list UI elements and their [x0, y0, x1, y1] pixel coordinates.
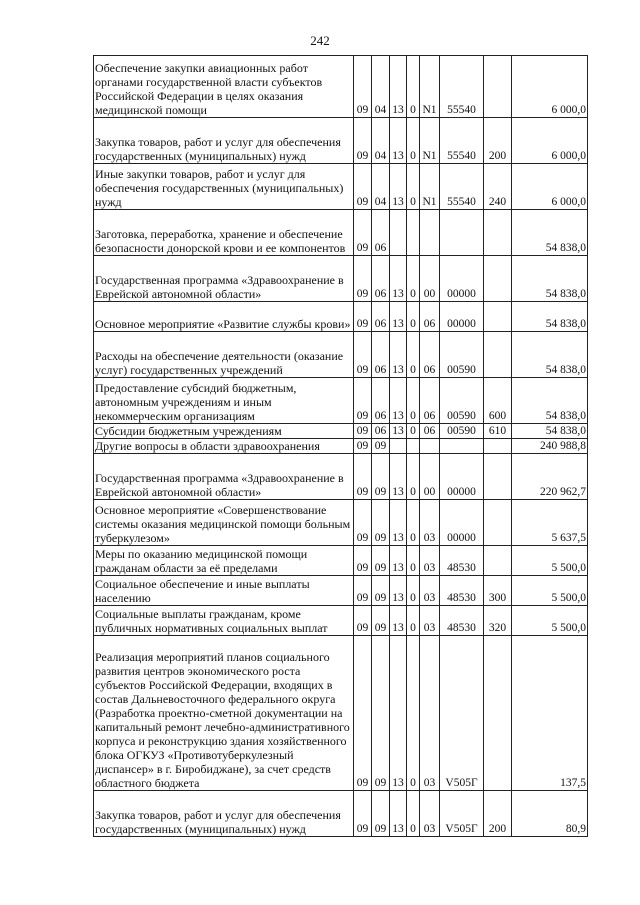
row-expense-type [484, 256, 512, 302]
row-podrazdel: 09 [372, 546, 390, 576]
row-subprogram: 0 [407, 606, 420, 636]
row-direction: 00000 [440, 454, 484, 500]
row-amount: 54 838,0 [512, 302, 588, 332]
row-program: 13 [390, 791, 407, 837]
row-name: Заготовка, переработка, хранение и обеспечение безопасности донорской крови и ее компонентов [94, 210, 354, 256]
table-row [94, 210, 588, 256]
row-event: 03 [420, 546, 440, 576]
table-row [94, 56, 588, 118]
row-event: N1 [420, 164, 440, 210]
row-podrazdel: 09 [372, 454, 390, 500]
row-razdel: 09 [354, 636, 372, 791]
table-row [94, 424, 588, 439]
row-direction: 00590 [440, 332, 484, 378]
row-name: Основное мероприятие «Развитие службы крови» [94, 302, 354, 332]
row-amount: 5 500,0 [512, 606, 588, 636]
row-name: Расходы на обеспечение деятельности (оказание услуг) государственных учреждений [94, 332, 354, 378]
row-subprogram: 0 [407, 378, 420, 424]
row-podrazdel: 04 [372, 56, 390, 118]
row-razdel: 09 [354, 302, 372, 332]
row-direction: 00590 [440, 424, 484, 439]
row-podrazdel: 06 [372, 378, 390, 424]
row-amount: 220 962,7 [512, 454, 588, 500]
row-name: Государственная программа «Здравоохранение в Еврейской автономной области» [94, 256, 354, 302]
row-direction: V505Г [440, 636, 484, 791]
row-direction: 48530 [440, 606, 484, 636]
row-podrazdel: 04 [372, 164, 390, 210]
row-event [420, 439, 440, 454]
row-event: N1 [420, 118, 440, 164]
row-direction: 00590 [440, 378, 484, 424]
row-subprogram [407, 439, 420, 454]
row-razdel: 09 [354, 454, 372, 500]
row-program: 13 [390, 454, 407, 500]
row-subprogram: 0 [407, 332, 420, 378]
row-event: 03 [420, 606, 440, 636]
row-direction [440, 439, 484, 454]
row-amount: 6 000,0 [512, 118, 588, 164]
row-direction: 00000 [440, 256, 484, 302]
row-expense-type [484, 302, 512, 332]
row-program [390, 439, 407, 454]
row-amount: 5 500,0 [512, 576, 588, 606]
row-event: 06 [420, 424, 440, 439]
row-podrazdel: 09 [372, 606, 390, 636]
row-subprogram: 0 [407, 164, 420, 210]
table-row [94, 500, 588, 546]
row-name: Основное мероприятие «Совершенствование системы оказания медицинской помощи больным туберкулезом» [94, 500, 354, 546]
row-razdel: 09 [354, 118, 372, 164]
row-event: 03 [420, 791, 440, 837]
row-razdel: 09 [354, 210, 372, 256]
row-event: 06 [420, 332, 440, 378]
row-expense-type: 610 [484, 424, 512, 439]
row-expense-type [484, 454, 512, 500]
row-program: 13 [390, 332, 407, 378]
row-razdel: 09 [354, 164, 372, 210]
table-row [94, 256, 588, 302]
row-amount: 54 838,0 [512, 378, 588, 424]
row-podrazdel: 06 [372, 302, 390, 332]
row-event: 06 [420, 378, 440, 424]
row-subprogram: 0 [407, 56, 420, 118]
row-direction: V505Г [440, 791, 484, 837]
row-direction: 55540 [440, 56, 484, 118]
row-name: Меры по оказанию медицинской помощи гражданам области за её пределами [94, 546, 354, 576]
row-razdel: 09 [354, 378, 372, 424]
table-row [94, 606, 588, 636]
row-subprogram: 0 [407, 454, 420, 500]
row-expense-type: 320 [484, 606, 512, 636]
row-razdel: 09 [354, 332, 372, 378]
row-razdel: 09 [354, 576, 372, 606]
row-razdel: 09 [354, 791, 372, 837]
row-name: Иные закупки товаров, работ и услуг для обеспечения государственных (муниципальных) нужд [94, 164, 354, 210]
row-subprogram: 0 [407, 791, 420, 837]
row-program: 13 [390, 576, 407, 606]
row-amount: 5 637,5 [512, 500, 588, 546]
row-expense-type [484, 500, 512, 546]
row-name: Обеспечение закупки авиационных работ органами государственной власти субъектов Российской Федерации в целях оказания медицинской помощи [94, 56, 354, 118]
row-amount: 6 000,0 [512, 56, 588, 118]
row-podrazdel: 04 [372, 118, 390, 164]
row-podrazdel: 09 [372, 576, 390, 606]
row-program: 13 [390, 302, 407, 332]
row-program: 13 [390, 424, 407, 439]
row-expense-type: 240 [484, 164, 512, 210]
row-expense-type [484, 546, 512, 576]
row-event: 03 [420, 500, 440, 546]
row-event: 06 [420, 302, 440, 332]
row-expense-type [484, 636, 512, 791]
row-amount: 137,5 [512, 636, 588, 791]
row-name: Субсидии бюджетным учреждениям [94, 424, 354, 439]
row-amount: 54 838,0 [512, 424, 588, 439]
row-razdel: 09 [354, 546, 372, 576]
row-razdel: 09 [354, 439, 372, 454]
row-razdel: 09 [354, 256, 372, 302]
row-event: 03 [420, 576, 440, 606]
row-direction: 48530 [440, 576, 484, 606]
row-amount: 54 838,0 [512, 210, 588, 256]
row-podrazdel: 06 [372, 332, 390, 378]
row-razdel: 09 [354, 56, 372, 118]
row-name: Реализация мероприятий планов социального развития центров экономического роста субъектов Российской Федерации, входящих в состав Дальневосточного федерального округа (Разработка проектно-сметной документации на капитальный ремонт лечебно-административного корпуса и реконструкцию здания хозяйственного блока ОГКУЗ «Противотуберкулезный диспансер» в г. Биробиджане), за счет средств областного бюджета [94, 636, 354, 791]
row-podrazdel: 09 [372, 636, 390, 791]
row-subprogram: 0 [407, 636, 420, 791]
row-name: Социальное обеспечение и иные выплаты населению [94, 576, 354, 606]
row-podrazdel: 06 [372, 424, 390, 439]
row-razdel: 09 [354, 606, 372, 636]
row-podrazdel: 09 [372, 500, 390, 546]
row-expense-type [484, 210, 512, 256]
row-expense-type [484, 332, 512, 378]
row-amount: 54 838,0 [512, 256, 588, 302]
row-subprogram: 0 [407, 424, 420, 439]
row-event: 00 [420, 454, 440, 500]
row-program: 13 [390, 378, 407, 424]
row-direction [440, 210, 484, 256]
row-program: 13 [390, 500, 407, 546]
row-direction: 00000 [440, 302, 484, 332]
row-amount: 80,9 [512, 791, 588, 837]
row-amount: 6 000,0 [512, 164, 588, 210]
row-event: N1 [420, 56, 440, 118]
table-row [94, 332, 588, 378]
row-program: 13 [390, 606, 407, 636]
row-expense-type: 300 [484, 576, 512, 606]
row-amount: 54 838,0 [512, 332, 588, 378]
row-podrazdel: 09 [372, 439, 390, 454]
row-amount: 5 500,0 [512, 546, 588, 576]
table-row [94, 576, 588, 606]
row-name: Социальные выплаты гражданам, кроме публичных нормативных социальных выплат [94, 606, 354, 636]
table-row [94, 454, 588, 500]
table-row [94, 546, 588, 576]
table-row [94, 118, 588, 164]
table-row [94, 791, 588, 837]
table-row [94, 636, 588, 791]
row-expense-type: 200 [484, 791, 512, 837]
row-direction: 00000 [440, 500, 484, 546]
row-program: 13 [390, 546, 407, 576]
row-event [420, 210, 440, 256]
row-subprogram: 0 [407, 256, 420, 302]
row-program [390, 210, 407, 256]
row-name: Закупка товаров, работ и услуг для обеспечения государственных (муниципальных) нужд [94, 791, 354, 837]
row-subprogram: 0 [407, 118, 420, 164]
table-row [94, 302, 588, 332]
row-amount: 240 988,8 [512, 439, 588, 454]
budget-table [93, 55, 588, 837]
table-row [94, 439, 588, 454]
row-program: 13 [390, 256, 407, 302]
row-program: 13 [390, 118, 407, 164]
row-podrazdel: 06 [372, 210, 390, 256]
row-program: 13 [390, 164, 407, 210]
row-expense-type: 200 [484, 118, 512, 164]
row-direction: 55540 [440, 118, 484, 164]
row-podrazdel: 06 [372, 256, 390, 302]
row-event: 00 [420, 256, 440, 302]
row-name: Предоставление субсидий бюджетным, автономным учреждениям и иным некоммерческим организациям [94, 378, 354, 424]
row-razdel: 09 [354, 500, 372, 546]
row-podrazdel: 09 [372, 791, 390, 837]
row-subprogram: 0 [407, 546, 420, 576]
row-event: 03 [420, 636, 440, 791]
row-subprogram [407, 210, 420, 256]
row-name: Закупка товаров, работ и услуг для обеспечения государственных (муниципальных) нужд [94, 118, 354, 164]
row-subprogram: 0 [407, 302, 420, 332]
table-row [94, 164, 588, 210]
row-direction: 55540 [440, 164, 484, 210]
row-name: Другие вопросы в области здравоохранения [94, 439, 354, 454]
row-expense-type [484, 56, 512, 118]
row-subprogram: 0 [407, 576, 420, 606]
row-expense-type: 600 [484, 378, 512, 424]
row-razdel: 09 [354, 424, 372, 439]
row-subprogram: 0 [407, 500, 420, 546]
page-number: 242 [310, 33, 330, 48]
row-program: 13 [390, 56, 407, 118]
row-direction: 48530 [440, 546, 484, 576]
row-expense-type [484, 439, 512, 454]
row-program: 13 [390, 636, 407, 791]
row-name: Государственная программа «Здравоохранение в Еврейской автономной области» [94, 454, 354, 500]
table-row [94, 378, 588, 424]
